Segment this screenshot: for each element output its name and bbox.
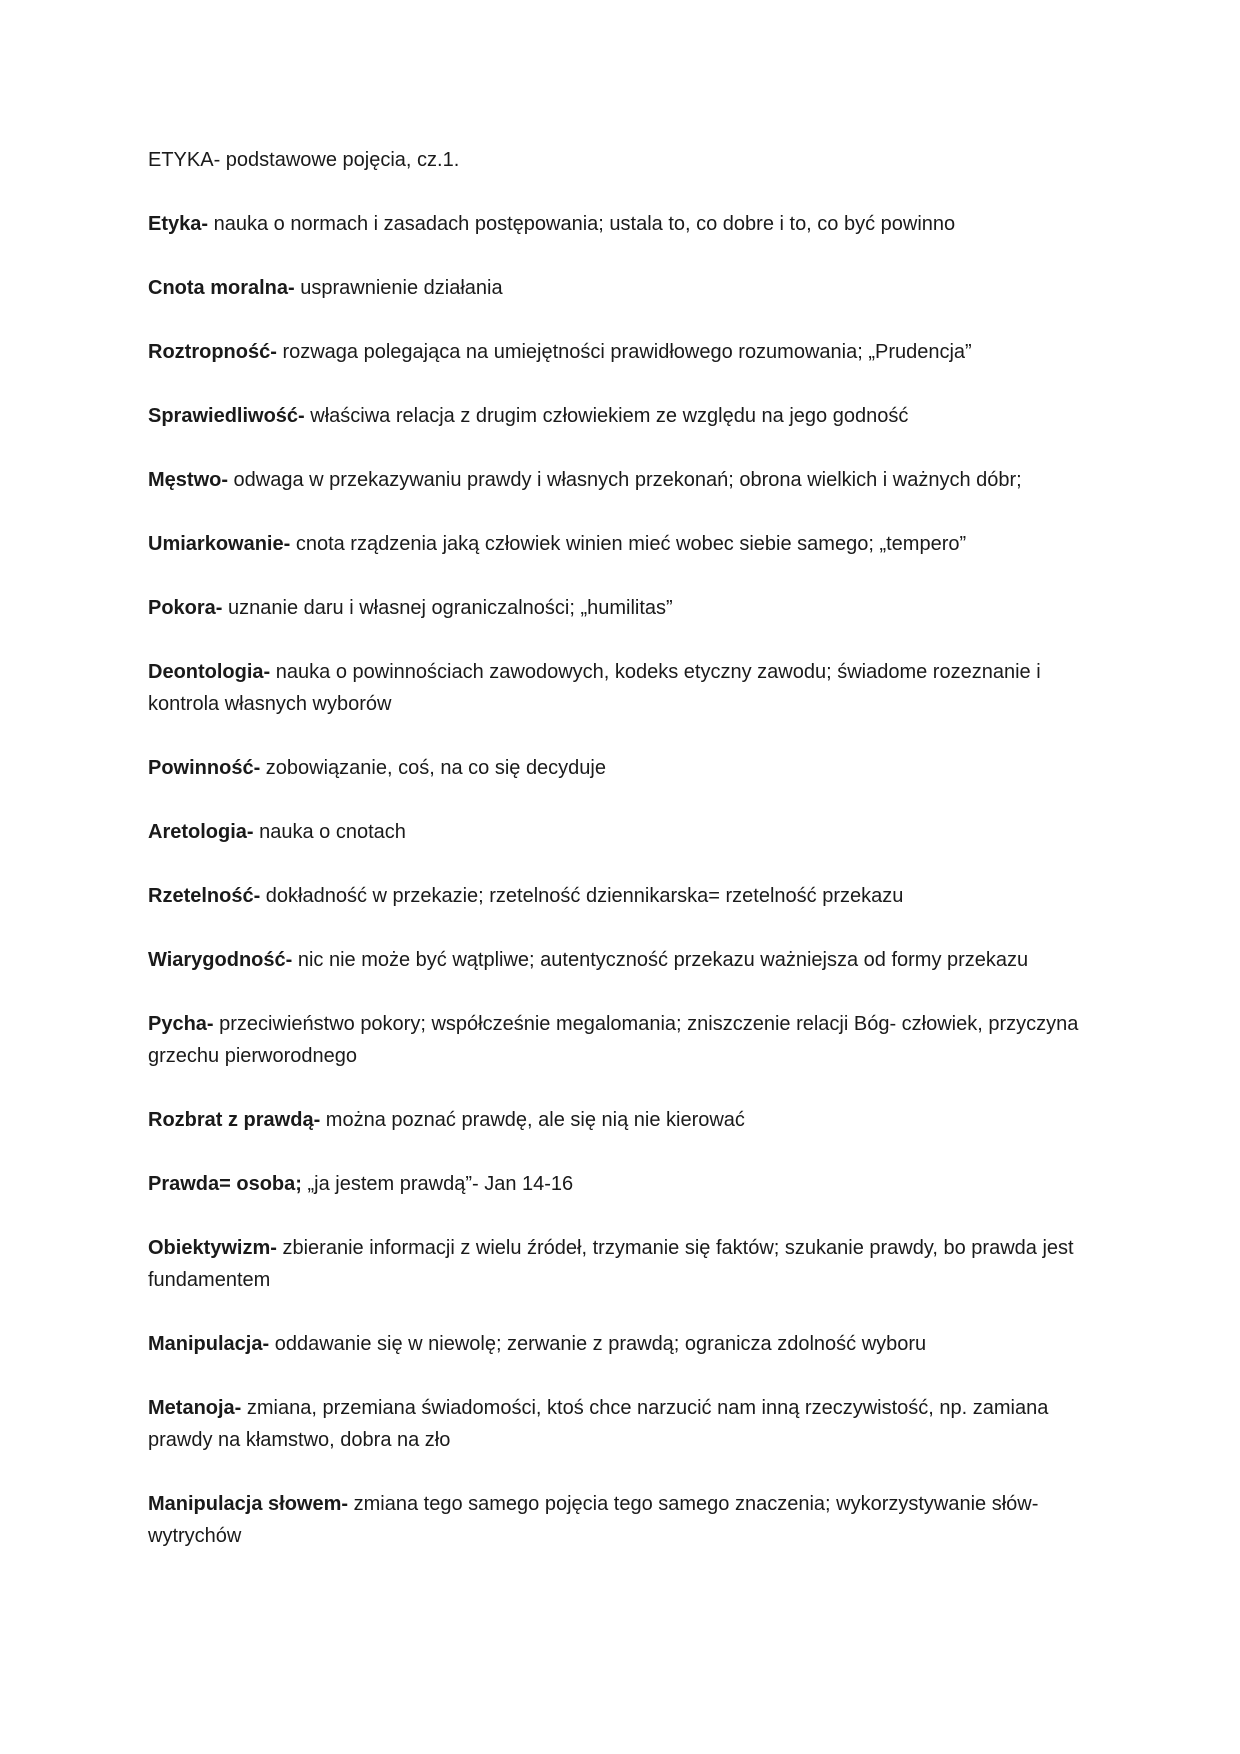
definition-entry: [148, 752, 1098, 784]
entry-definition: zobowiązanie, coś, na co się decyduje: [260, 757, 606, 779]
entry-definition: usprawnienie działania: [294, 277, 503, 299]
definition-entry: [148, 944, 1098, 976]
entry-definition: przeciwieństwo pokory; współcześnie megalomania; zniszczenie relacji Bóg- człowiek, przyczyna grzechu pierworodnego: [148, 1013, 1079, 1067]
entry-definition: nauka o cnotach: [253, 821, 406, 843]
definition-entry: [148, 1232, 1098, 1296]
definition-entry: [148, 1168, 1098, 1200]
entry-definition: nic nie może być wątpliwe; autentyczność przekazu ważniejsza od formy przekazu: [292, 949, 1029, 971]
entry-definition: odwaga w przekazywaniu prawdy i własnych przekonań; obrona wielkich i ważnych dóbr;: [228, 469, 1022, 491]
entry-term: Deontologia-: [148, 661, 271, 683]
entry-term: Aretologia-: [148, 821, 254, 843]
entry-term: Etyka-: [148, 213, 209, 235]
entry-term: Umiarkowanie-: [148, 533, 291, 555]
entry-term: Pycha-: [148, 1013, 214, 1035]
definition-entry: [148, 656, 1098, 720]
definition-entry: [148, 816, 1098, 848]
entry-definition: rozwaga polegająca na umiejętności prawidłowego rozumowania; „Prudencja”: [276, 341, 972, 363]
definition-entry: [148, 400, 1098, 432]
definition-entry: [148, 1104, 1098, 1136]
entry-definition: cnota rządzenia jaką człowiek winien mieć wobec siebie samego; „tempero”: [290, 533, 967, 555]
entry-term: Roztropność-: [148, 341, 277, 363]
entry-term: Manipulacja-: [148, 1333, 270, 1355]
entry-definition: można poznać prawdę, ale się nią nie kierować: [320, 1109, 745, 1131]
entry-definition: nauka o normach i zasadach postępowania; ustala to, co dobre i to, co być powinno: [208, 213, 956, 235]
definition-entry: [148, 880, 1098, 912]
definition-entry: [148, 1328, 1098, 1360]
entry-term: Manipulacja słowem-: [148, 1493, 349, 1515]
entry-term: Pokora-: [148, 597, 223, 619]
entry-definition: zbieranie informacji z wielu źródeł, trzymanie się faktów; szukanie prawdy, bo prawda jest fundamentem: [148, 1237, 1074, 1291]
entry-definition: nauka o powinnościach zawodowych, kodeks etyczny zawodu; świadome rozeznanie i kontrola własnych wyborów: [148, 661, 1041, 715]
definition-entry: [148, 592, 1098, 624]
entry-definition: „ja jestem prawdą”- Jan 14-16: [301, 1173, 574, 1195]
entry-term: Cnota moralna-: [148, 277, 295, 299]
entry-term: Rzetelność-: [148, 885, 261, 907]
entry-term: Powinność-: [148, 757, 261, 779]
entry-definition: zmiana tego samego pojęcia tego samego znaczenia; wykorzystywanie słów-wytrychów: [148, 1493, 1039, 1547]
entry-term: Obiektywizm-: [148, 1237, 277, 1259]
definition-entry: [148, 1008, 1098, 1072]
document-title: ETYKA- podstawowe pojęcia, cz.1.: [148, 149, 460, 171]
entry-term: Sprawiedliwość-: [148, 405, 305, 427]
definition-entry: [148, 1488, 1098, 1552]
definition-entry: [148, 1392, 1098, 1456]
entry-term: Rozbrat z prawdą-: [148, 1109, 321, 1131]
entry-term: Metanoja-: [148, 1397, 242, 1419]
definition-entry: [148, 336, 1098, 368]
entry-definition: uznanie daru i własnej ograniczalności; „humilitas”: [222, 597, 673, 619]
entry-term: Wiarygodność-: [148, 949, 293, 971]
entry-definition: zmiana, przemiana świadomości, ktoś chce narzucić nam inną rzeczywistość, np. zamiana prawdy na kłamstwo, dobra na zło: [148, 1397, 1049, 1451]
entry-definition: oddawanie się w niewolę; zerwanie z prawdą; ogranicza zdolność wyboru: [269, 1333, 927, 1355]
definition-entry: [148, 272, 1098, 304]
document-content: [148, 144, 1098, 1584]
definition-entry: [148, 528, 1098, 560]
entry-definition: dokładność w przekazie; rzetelność dziennikarska= rzetelność przekazu: [260, 885, 904, 907]
entry-term: Męstwo-: [148, 469, 228, 491]
entry-definition: właściwa relacja z drugim człowiekiem ze względu na jego godność: [304, 405, 909, 427]
definition-entry: [148, 208, 1098, 240]
entry-term: Prawda= osoba;: [148, 1173, 302, 1195]
definition-entry: [148, 464, 1098, 496]
